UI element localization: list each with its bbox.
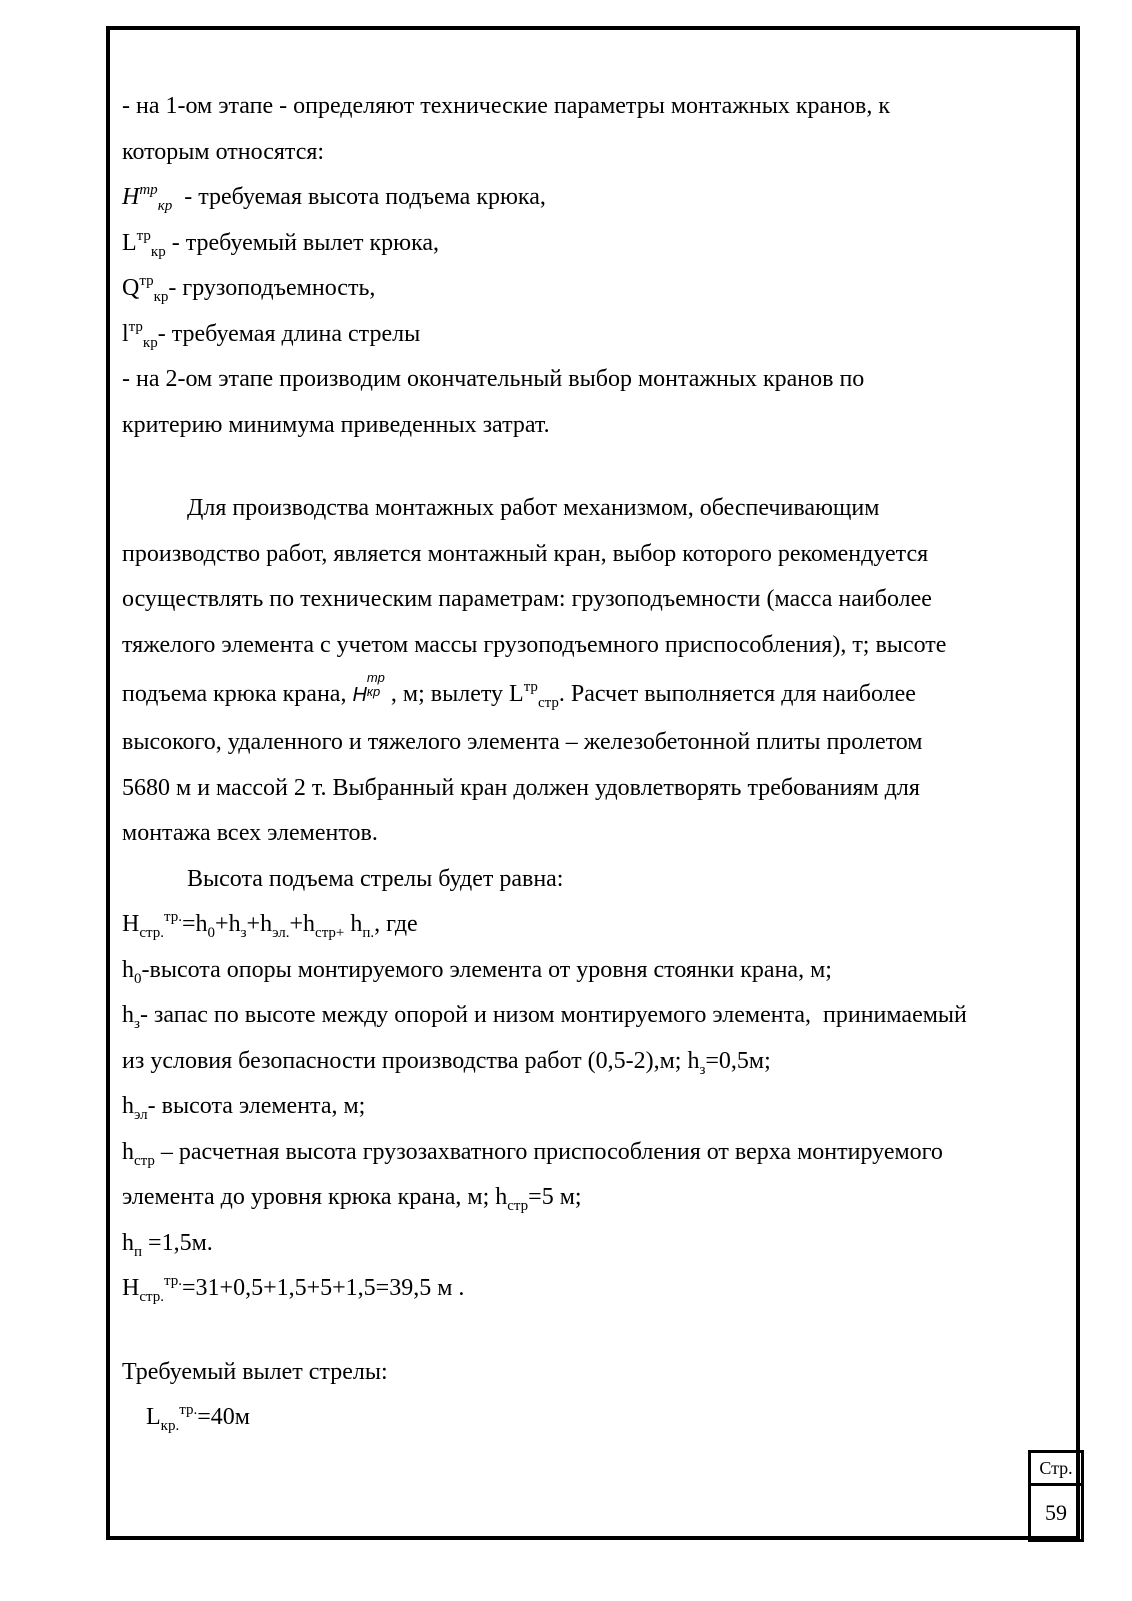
result-line: $H_{стр.}^{тр.}=31+0,5+1,5+5+1,5=39,5$ м .: [122, 1273, 465, 1305]
definition-line: $h_{эл}-$ высота элемента, м;: [122, 1093, 366, 1123]
parameter-hook-height: $H^{тр}_{кр}$ - требуемая высота подъема крюка,: [122, 182, 546, 214]
text-line: критерию минимума приведенных затрат.: [122, 411, 550, 438]
parameter-hook-reach: $L^{тр}_{кр}$ - требуемый вылет крюка,: [122, 227, 440, 260]
result-line: $L_{кр.}^{тр.}=40м$: [146, 1402, 250, 1434]
paragraph-line: Для производства монтажных работ механизмом, обеспечивающим: [187, 495, 880, 521]
text-line: - на 1-ом этапе - определяют технические параметры монтажных кранов, к: [122, 93, 890, 119]
definition-line: $h_п =1,5м$.: [122, 1229, 213, 1260]
definition-line: из условия безопасности производства работ (0,5-2),м; $h_з=0,5м$;: [122, 1047, 771, 1078]
parameter-capacity: $Q^{тр}_{кр}-$ грузоподъемность,: [122, 273, 376, 305]
document-body: [122, 84, 1057, 1441]
paragraph-line: монтажа всех элементов.: [122, 820, 378, 846]
paragraph-line: высокого, удаленного и тяжелого элемента – железобетонной плиты пролетом: [122, 729, 923, 755]
paragraph-line: осуществлять по техническим параметрам: грузоподъемности (масса наиболее: [122, 586, 932, 612]
paragraph-line: производство работ, является монтажный кран, выбор которого рекомендуется: [122, 540, 929, 567]
paragraph-line: 5680 м и массой 2 т. Выбранный кран должен удовлетворять требованиям для: [122, 774, 920, 801]
heading-line: Высота подъема стрелы будет равна:: [187, 865, 564, 892]
text-line: Требуемый вылет стрелы:: [122, 1358, 388, 1385]
page-label: Стр.: [1028, 1450, 1084, 1486]
paragraph-line: подъема крюка крана, H тр кр , м; вылету $L^{тр}_{стр}$. Расчет выполняется для наиболее: [122, 670, 916, 711]
parameter-boom-length: $l^{тр}_{кр}-$ требуемая длина стрелы: [122, 318, 421, 351]
definition-line: $h_з-$ запас по высоте между опорой и низом монтируемого элемента, принимаемый: [122, 1002, 967, 1032]
formula-line: $H_{стр.}^{тр.}=h_0+h_з+h_{эл.}+h_{стр+}$ $h_{п.}$, где: [122, 909, 418, 941]
definition-line: $h_0$-высота опоры монтируемого элемента от уровня стоянки крана, м;: [122, 956, 832, 987]
definition-line: элемента до уровня крюка крана, м; $h_{стр}=5$ м;: [122, 1184, 582, 1214]
paragraph-line: тяжелого элемента с учетом массы грузоподъемного приспособления), т; высоте: [122, 631, 947, 658]
text-line: которым относятся:: [122, 138, 325, 165]
page-number: 59: [1028, 1483, 1084, 1542]
text-line: - на 2-ом этапе производим окончательный выбор монтажных кранов по: [122, 366, 865, 392]
definition-line: $h_{стр}$ – расчетная высота грузозахватного приспособления от верха монтируемого: [122, 1138, 943, 1169]
page-number-box: [1028, 1450, 1084, 1542]
